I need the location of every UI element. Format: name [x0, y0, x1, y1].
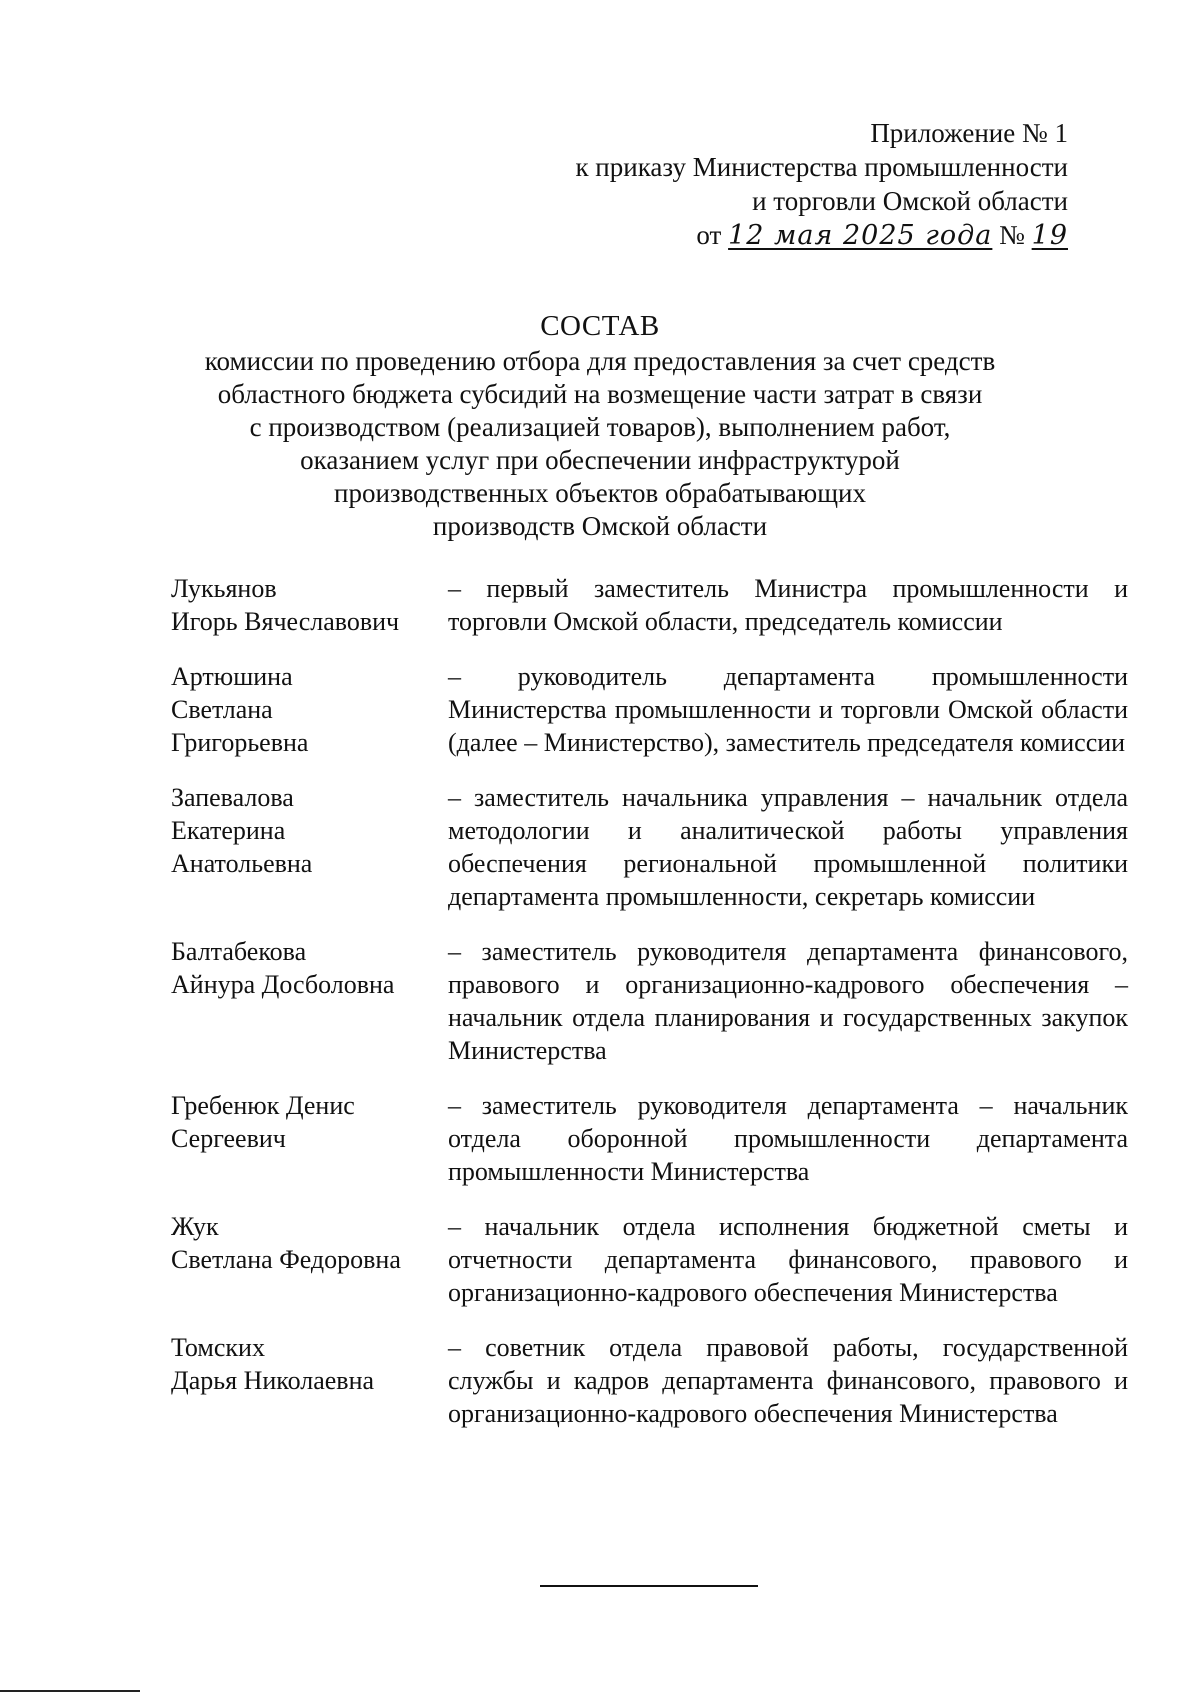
appendix-header	[508, 116, 1068, 253]
member-row	[171, 572, 1128, 638]
appendix-date-line	[508, 218, 1068, 253]
member-row	[171, 1210, 1128, 1309]
member-role: – руководитель департамента промышленности Министерства промышленности и торговли Омской области (далее – Министерство), заместитель председателя комиссии	[448, 662, 1128, 757]
member-role: – начальник отдела исполнения бюджетной сметы и отчетности департамента финансового, правового и организационно-кадрового обеспечения Министерства	[448, 1212, 1128, 1307]
member-role: – заместитель начальника управления – начальник отдела методологии и аналитической работы управления обеспечения региональной промышленной политики департамента промышленности, секретарь комиссии	[448, 783, 1128, 911]
document-subtitle	[190, 345, 1010, 543]
commission-members-list	[171, 572, 1128, 1452]
member-row	[171, 1089, 1128, 1188]
subtitle-line: областного бюджета субсидий на возмещение части затрат в связи	[217, 379, 983, 409]
member-role: – заместитель руководителя департамента – начальник отдела оборонной промышленности департамента промышленности Министерства	[448, 1091, 1128, 1186]
member-role: – советник отдела правовой работы, государственной службы и кадров департамента финансового, правового и организационно-кадрового обеспечения Министерства	[448, 1333, 1128, 1428]
end-of-document-rule	[540, 1585, 758, 1587]
member-row	[171, 781, 1128, 913]
handwritten-date: 12 мая 2025 года	[728, 220, 993, 251]
subtitle-line: производственных объектов обрабатывающих	[334, 478, 866, 508]
member-name: Гребенюк Денис Сергеевич	[171, 1091, 355, 1153]
member-name: Артюшина Светлана Григорьевна	[171, 662, 309, 757]
subtitle-line: комиссии по проведению отбора для предоставления за счет средств	[204, 346, 996, 376]
scan-edge-mark	[0, 1690, 140, 1692]
member-row	[171, 1331, 1128, 1430]
member-name: Лукьянов Игорь Вячеславович	[171, 574, 400, 636]
member-name: Балтабекова Айнура Досболовна	[171, 937, 395, 999]
document-title: СОСТАВ	[540, 310, 660, 342]
appendix-order-ref: к приказу Министерства промышленности	[575, 152, 1068, 182]
subtitle-line: с производством (реализацией товаров), выполнением работ,	[249, 412, 951, 442]
date-prefix: от	[696, 220, 722, 250]
number-prefix: №	[999, 220, 1025, 250]
subtitle-line: оказанием услуг при обеспечении инфраструктурой	[300, 445, 900, 475]
member-row	[171, 935, 1128, 1067]
member-role: – первый заместитель Министра промышленности и торговли Омской области, председатель комиссии	[448, 574, 1128, 636]
member-role: – заместитель руководителя департамента финансового, правового и организационно-кадрового обеспечения – начальник отдела планирования и государственных закупок Министерства	[448, 937, 1128, 1065]
member-name: Томских Дарья Николаевна	[171, 1333, 375, 1395]
member-row	[171, 660, 1128, 759]
appendix-order-ref-cont: и торговли Омской области	[752, 186, 1068, 216]
appendix-title: Приложение № 1	[870, 118, 1068, 148]
member-name: Запевалова Екатерина Анатольевна	[171, 783, 313, 878]
handwritten-number: 19	[1031, 220, 1068, 251]
subtitle-line: производств Омской области	[432, 511, 768, 541]
member-name: Жук Светлана Федоровна	[171, 1212, 401, 1274]
